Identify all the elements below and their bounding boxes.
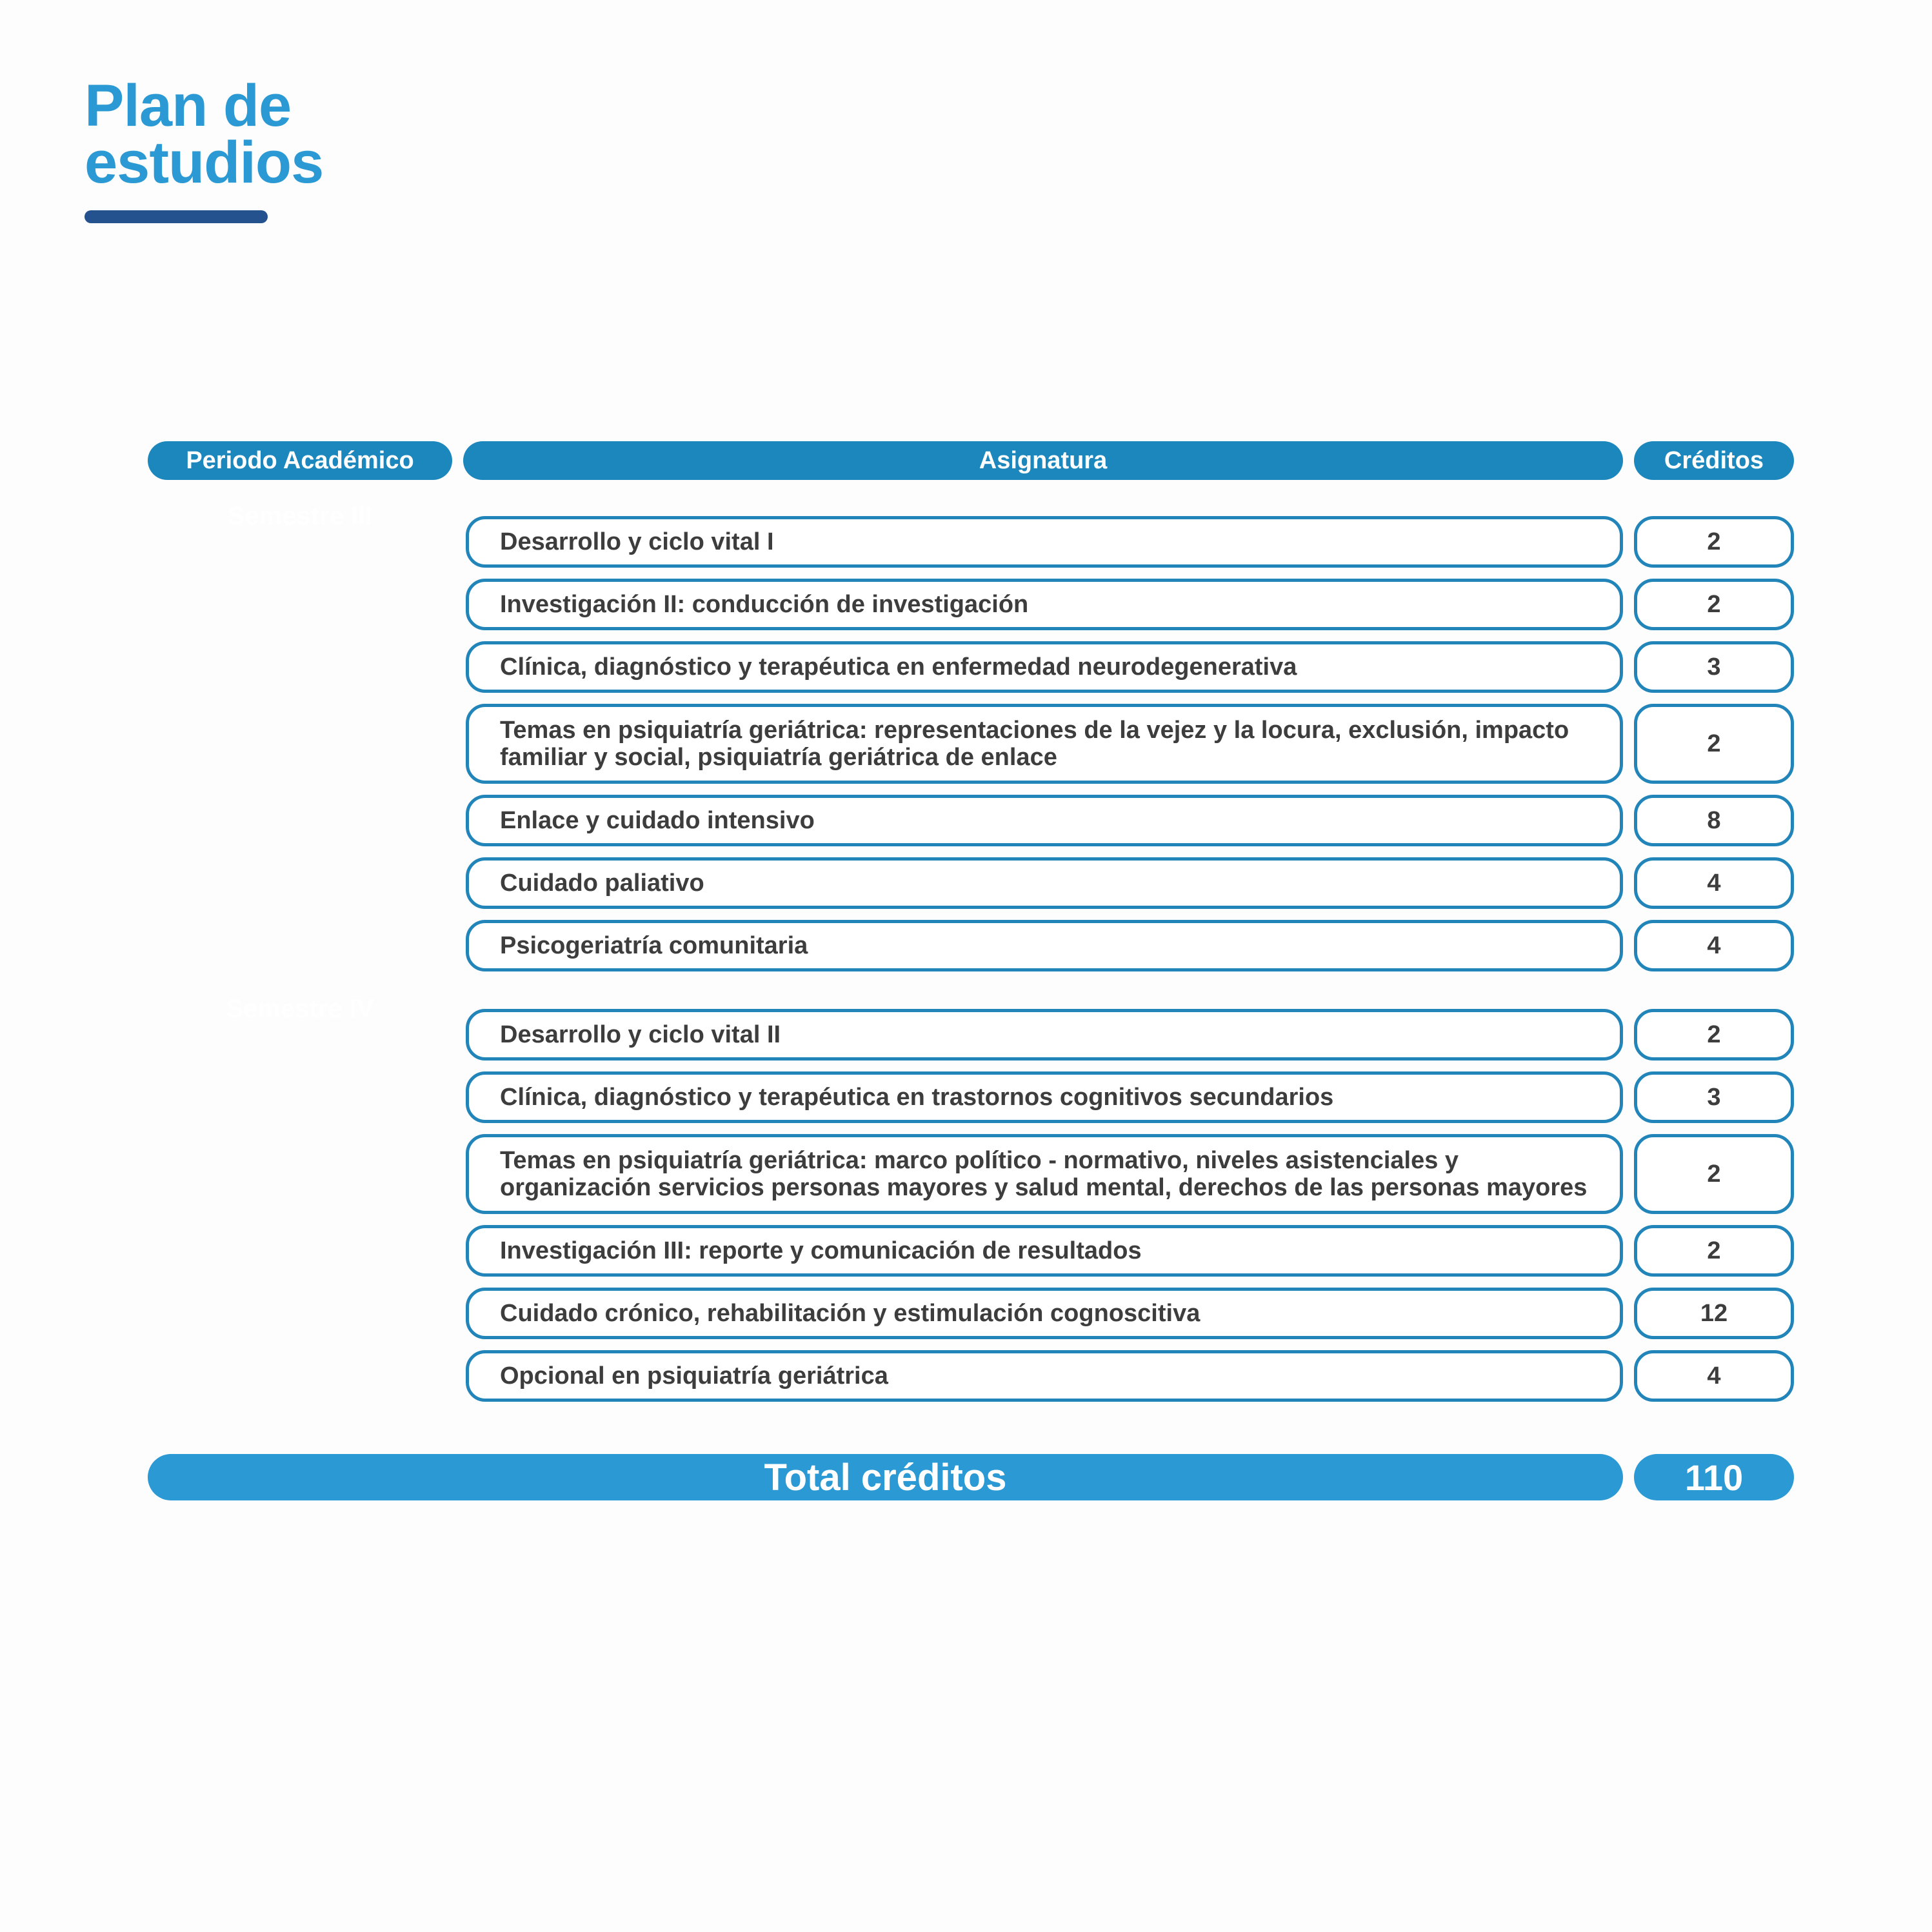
- subject-cell: Desarrollo y ciclo vital II: [466, 1009, 1623, 1061]
- subject-cell: Investigación II: conducción de investigación: [466, 579, 1623, 630]
- table-row: [466, 1009, 1794, 1061]
- credits-cell: 2: [1634, 704, 1794, 784]
- credits-cell: 3: [1634, 1071, 1794, 1123]
- subject-cell: Opcional en psiquiatría geriátrica: [466, 1350, 1623, 1402]
- table-row: [466, 920, 1794, 971]
- table-row: [466, 704, 1794, 784]
- subject-cell: Psicogeriatría comunitaria: [466, 920, 1623, 971]
- total-credits-label: Total créditos: [148, 1454, 1623, 1500]
- table-row: [466, 1225, 1794, 1277]
- subject-cell: Clínica, diagnóstico y terapéutica en enfermedad neurodegenerativa: [466, 641, 1623, 693]
- subject-cell: Enlace y cuidado intensivo: [466, 795, 1623, 846]
- title-underline: [85, 210, 268, 223]
- credits-cell: 2: [1634, 579, 1794, 630]
- subject-list: [466, 516, 1794, 971]
- subject-cell: Temas en psiquiatría geriátrica: marco político - normativo, niveles asistenciales y organización servicios personas mayores y salud mental, derechos de las personas mayores: [466, 1134, 1623, 1214]
- header-creditos: Créditos: [1634, 441, 1794, 480]
- credits-cell: 3: [1634, 641, 1794, 693]
- credits-cell: 4: [1634, 920, 1794, 971]
- page-title-line1: Plan de: [85, 73, 292, 139]
- table-row: [466, 579, 1794, 630]
- page-title: [85, 73, 324, 195]
- table-row: [466, 516, 1794, 568]
- credits-cell: 2: [1634, 1009, 1794, 1061]
- credits-cell: 12: [1634, 1288, 1794, 1339]
- table-row: [466, 1071, 1794, 1123]
- credits-cell: 4: [1634, 1350, 1794, 1402]
- credits-cell: 4: [1634, 857, 1794, 909]
- subject-cell: Investigación III: reporte y comunicación de resultados: [466, 1225, 1623, 1277]
- table-row: [466, 857, 1794, 909]
- subject-cell: Temas en psiquiatría geriátrica: representaciones de la vejez y la locura, exclusión, impacto familiar y social, psiquiatría geriátrica de enlace: [466, 704, 1623, 784]
- subject-list: [466, 1009, 1794, 1402]
- total-credits-value: 110: [1634, 1454, 1794, 1500]
- table-row: [466, 1134, 1794, 1214]
- subject-cell: Desarrollo y ciclo vital I: [466, 516, 1623, 568]
- credits-cell: 8: [1634, 795, 1794, 846]
- table-row: [466, 795, 1794, 846]
- subject-cell: Cuidado crónico, rehabilitación y estimulación cognoscitiva: [466, 1288, 1623, 1339]
- table-row: [466, 1288, 1794, 1339]
- credits-cell: 2: [1634, 1134, 1794, 1214]
- subject-cell: Cuidado paliativo: [466, 857, 1623, 909]
- header-asignatura: Asignatura: [463, 441, 1623, 480]
- credits-cell: 2: [1634, 516, 1794, 568]
- credits-cell: 2: [1634, 1225, 1794, 1277]
- table-row: [466, 1350, 1794, 1402]
- header-periodo: Periodo Académico: [148, 441, 452, 480]
- table-row: [466, 641, 1794, 693]
- page-title-line2: estudios: [85, 130, 324, 195]
- subject-cell: Clínica, diagnóstico y terapéutica en trastornos cognitivos secundarios: [466, 1071, 1623, 1123]
